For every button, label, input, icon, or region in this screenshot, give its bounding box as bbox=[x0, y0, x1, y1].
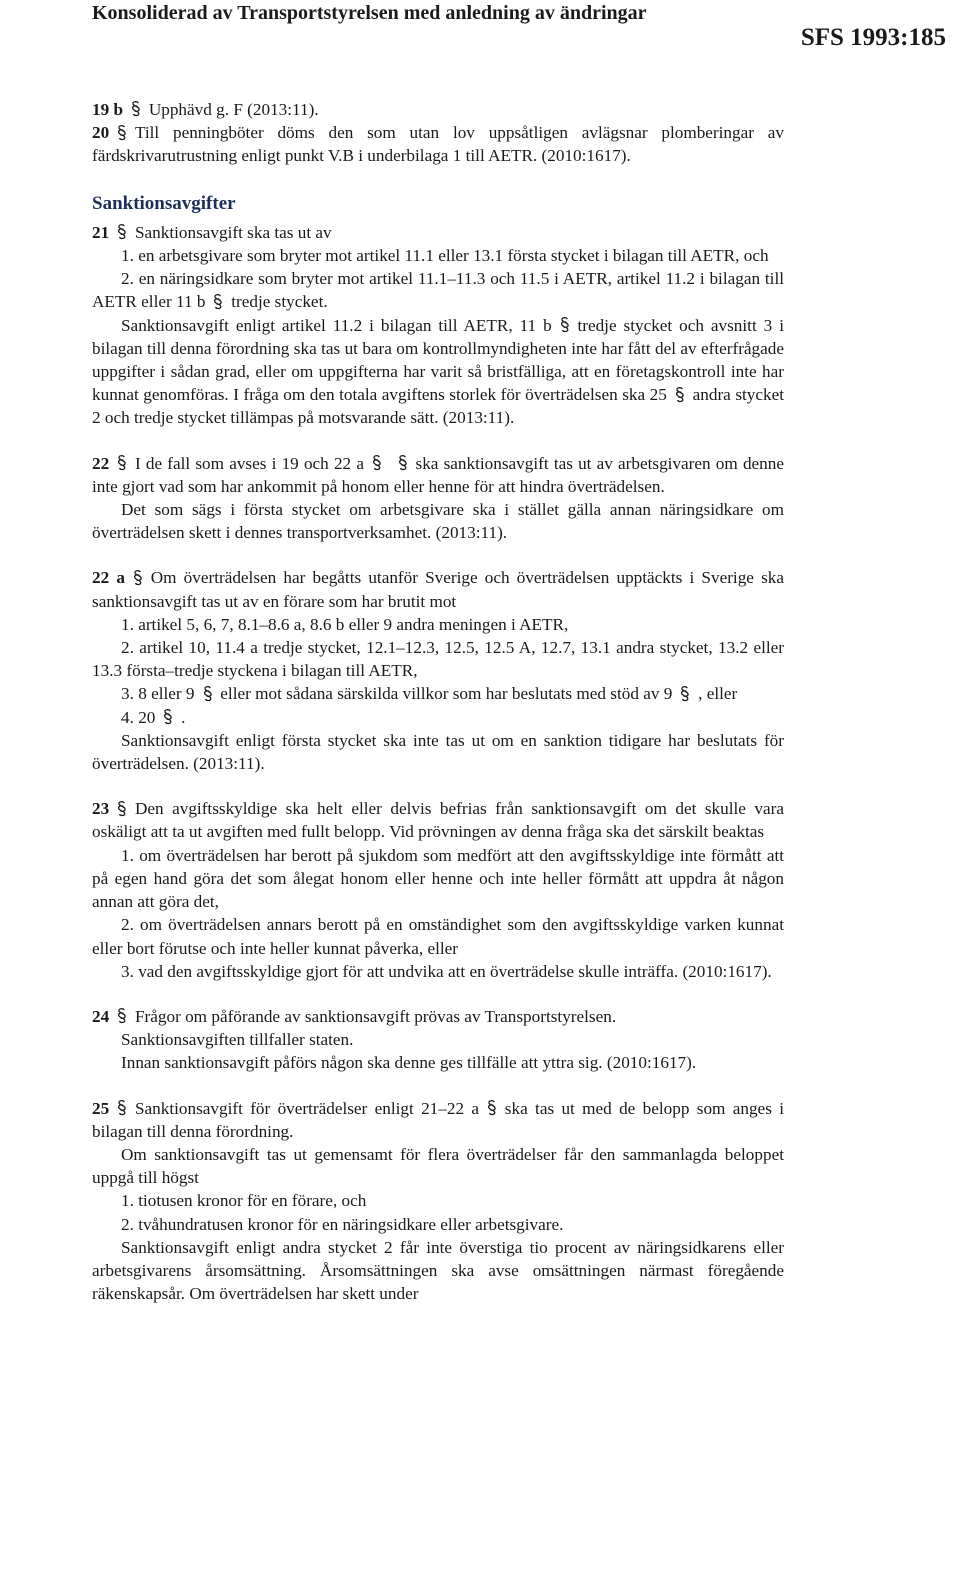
list-item bbox=[92, 267, 784, 313]
section-text: Den avgiftsskyldige ska helt eller delvis befrias från sanktionsavgift om det skulle vara oskäligt att ta ut avgiften med fullt belopp. Vid prövningen av denna fråga ska det särskilt beaktas bbox=[92, 799, 784, 842]
list-item-text: , eller bbox=[698, 684, 738, 704]
section-number: 24 bbox=[92, 1006, 110, 1026]
section-sign-icon bbox=[485, 1099, 499, 1116]
running-header-title: Konsoliderad av Transportstyrelsen med anledning av ändringar bbox=[92, 2, 647, 24]
section-text: Sanktionsavgift ska tas ut av bbox=[134, 222, 332, 242]
document-body bbox=[92, 98, 784, 1305]
section-text: Upphävd g. F (2013:11). bbox=[148, 100, 319, 119]
list-item: 2. artikel 10, 11.4 a tredje stycket, 12.1–12.3, 12.5, 12.5 A, 12.7, 13.1 andra stycket, 13.2 eller 13.3 första–tredje styckena i bilagan till AETR, bbox=[92, 638, 784, 681]
list-item: 2. tvåhundratusen kronor för en näringsidkare eller arbetsgivare. bbox=[121, 1214, 564, 1234]
section-sign-icon bbox=[201, 685, 215, 702]
list-item: 2. om överträdelsen annars berott på en omständighet som den avgiftsskyldige varken kunnat eller bort förutse och inte heller kunnat påverka, eller bbox=[92, 915, 784, 958]
section-number: 25 bbox=[92, 1098, 110, 1118]
list-item-text: 4. 20 bbox=[121, 707, 156, 727]
paragraph-text: tredje stycket och avsnitt 3 i bilagan till denna förordning ska tas ut bara om kontrollmyndigheten inte har fått del av efterfrågade uppgifter i sådan grad, eller om uppgifterna har varit så bristfälliga, att en företagskontroll inte har kunnat genomföras. I fråga om den totala avgiftens storlek för överträdelsen ska 25 bbox=[92, 315, 784, 405]
section-text: Sanktionsavgift för överträdelser enligt 21–22 a bbox=[134, 1098, 480, 1118]
section-sign-icon bbox=[673, 386, 687, 403]
paragraph-text: Sanktionsavgift enligt artikel 11.2 i bilagan till AETR, 11 b bbox=[121, 315, 552, 335]
section-number: 20 bbox=[92, 123, 110, 143]
section-sign-icon bbox=[115, 800, 129, 817]
list-item-text: 2. en näringsidkare som bryter mot artikel 11.1–11.3 och 11.5 i AETR, artikel 11.2 i bilagan till AETR eller 11 b bbox=[92, 269, 784, 312]
section-sign-icon bbox=[115, 223, 129, 240]
section-sign-icon bbox=[558, 316, 572, 333]
list-item: 3. vad den avgiftsskyldige gjort för att undvika att en överträdelse skulle inträffa. (2010:1617). bbox=[121, 961, 772, 981]
paragraph: Om sanktionsavgift tas ut gemensamt för flera överträdelser får den sammanlagda beloppet uppgå till högst bbox=[92, 1144, 784, 1188]
section-sign-icon bbox=[131, 569, 145, 586]
list-item-text: . bbox=[181, 707, 186, 727]
section-text: ska tas ut med de belopp som anges i bilagan till denna förordning. bbox=[92, 1098, 784, 1141]
section-text: Om överträdelsen har begåtts utanför Sverige och överträdelsen upptäckts i Sverige ska sanktionsavgift tas ut av en förare som har brutit mot bbox=[92, 568, 784, 611]
list-item-text: 3. 8 eller 9 bbox=[121, 684, 195, 704]
list-item: 1. en arbetsgivare som bryter mot artikel 11.1 eller 13.1 första stycket i bilagan till AETR, och bbox=[121, 246, 769, 266]
list-item: 1. tiotusen kronor för en förare, och bbox=[121, 1191, 367, 1211]
section-sign-icon bbox=[115, 1007, 129, 1024]
section-sign-icon bbox=[129, 100, 143, 117]
list-item: 1. om överträdelsen har berott på sjukdom som medfört att den avgiftsskyldige inte förmått att på egen hand göra det som ålegat honom eller henne och inte heller förmått att uppdra åt någon annan att göra det, bbox=[92, 845, 784, 912]
list-item bbox=[92, 682, 784, 705]
section-text: Frågor om påförande av sanktionsavgift prövas av Transportstyrelsen. bbox=[134, 1006, 617, 1026]
paragraph: Det som sägs i första stycket om arbetsgivare ska i stället gälla annan näringsidkare om överträdelsen skett i dennes transportverksamhet. (2013:11). bbox=[92, 500, 784, 543]
paragraph: Sanktionsavgiften tillfaller staten. bbox=[121, 1030, 354, 1050]
section-sign-icon bbox=[161, 708, 175, 725]
section-number: 21 bbox=[92, 222, 110, 242]
list-item bbox=[92, 706, 784, 729]
page-number bbox=[0, 1575, 2, 1584]
section-number: 22 bbox=[92, 453, 110, 473]
section-text: I de fall som avses i 19 och 22 a bbox=[134, 453, 364, 473]
running-header-sfs: SFS 1993:185 bbox=[800, 24, 946, 51]
section-24 bbox=[92, 1005, 784, 1028]
section-21 bbox=[92, 221, 784, 244]
section-20 bbox=[92, 121, 784, 167]
paragraph-text: andra stycket 2 och tredje stycket tillämpas på motsvarande sätt. (2013:11). bbox=[92, 385, 785, 428]
section-25 bbox=[92, 1097, 784, 1143]
section-number: 19 b bbox=[92, 100, 124, 119]
section-sign-icon bbox=[211, 293, 225, 310]
section-number: 22 a bbox=[92, 568, 125, 588]
section-sign-icon bbox=[115, 1099, 129, 1116]
paragraph: Sanktionsavgift enligt första stycket ska inte tas ut om en sanktion tidigare har beslutats för överträdelsen. (2013:11). bbox=[92, 730, 784, 774]
paragraph: Innan sanktionsavgift påförs någon ska denne ges tillfälle att yttra sig. (2010:1617). bbox=[121, 1053, 697, 1073]
section-sign-icon bbox=[115, 454, 129, 471]
section-19b bbox=[92, 98, 784, 121]
heading-sanktionsavgifter: Sanktionsavgifter bbox=[92, 192, 236, 214]
section-sign-icon bbox=[396, 454, 410, 471]
section-sign-icon bbox=[115, 124, 129, 141]
section-sign-icon bbox=[370, 454, 384, 471]
paragraph bbox=[92, 314, 784, 430]
paragraph: Sanktionsavgift enligt andra stycket 2 får inte överstiga tio procent av näringsidkarens eller arbetsgivarens årsomsättning. Årsomsättningen ska avse omsättningen närmast föregående räkenskapsår. Om överträdelsen har skett under bbox=[92, 1237, 784, 1304]
section-number: 23 bbox=[92, 799, 110, 819]
list-item-text: eller mot sådana särskilda villkor som har beslutats med stöd av 9 bbox=[220, 684, 673, 704]
section-22 bbox=[92, 452, 784, 498]
list-item-text: tredje stycket. bbox=[231, 292, 328, 312]
section-23 bbox=[92, 797, 784, 843]
section-text: ska sanktionsavgift tas ut av arbetsgivaren om denne inte gjort vad som har ankommit på honom eller henne för att hindra överträdelsen. bbox=[92, 453, 784, 496]
section-sign-icon bbox=[678, 685, 692, 702]
section-text: Till penningböter döms den som utan lov uppsåtligen avlägsnar plomberingar av färdskrivarutrustning enligt punkt V.B i underbilaga 1 till AETR. (2010:1617). bbox=[92, 123, 784, 166]
section-22a bbox=[92, 566, 784, 612]
list-item: 1. artikel 5, 6, 7, 8.1–8.6 a, 8.6 b eller 9 andra meningen i AETR, bbox=[121, 614, 569, 634]
